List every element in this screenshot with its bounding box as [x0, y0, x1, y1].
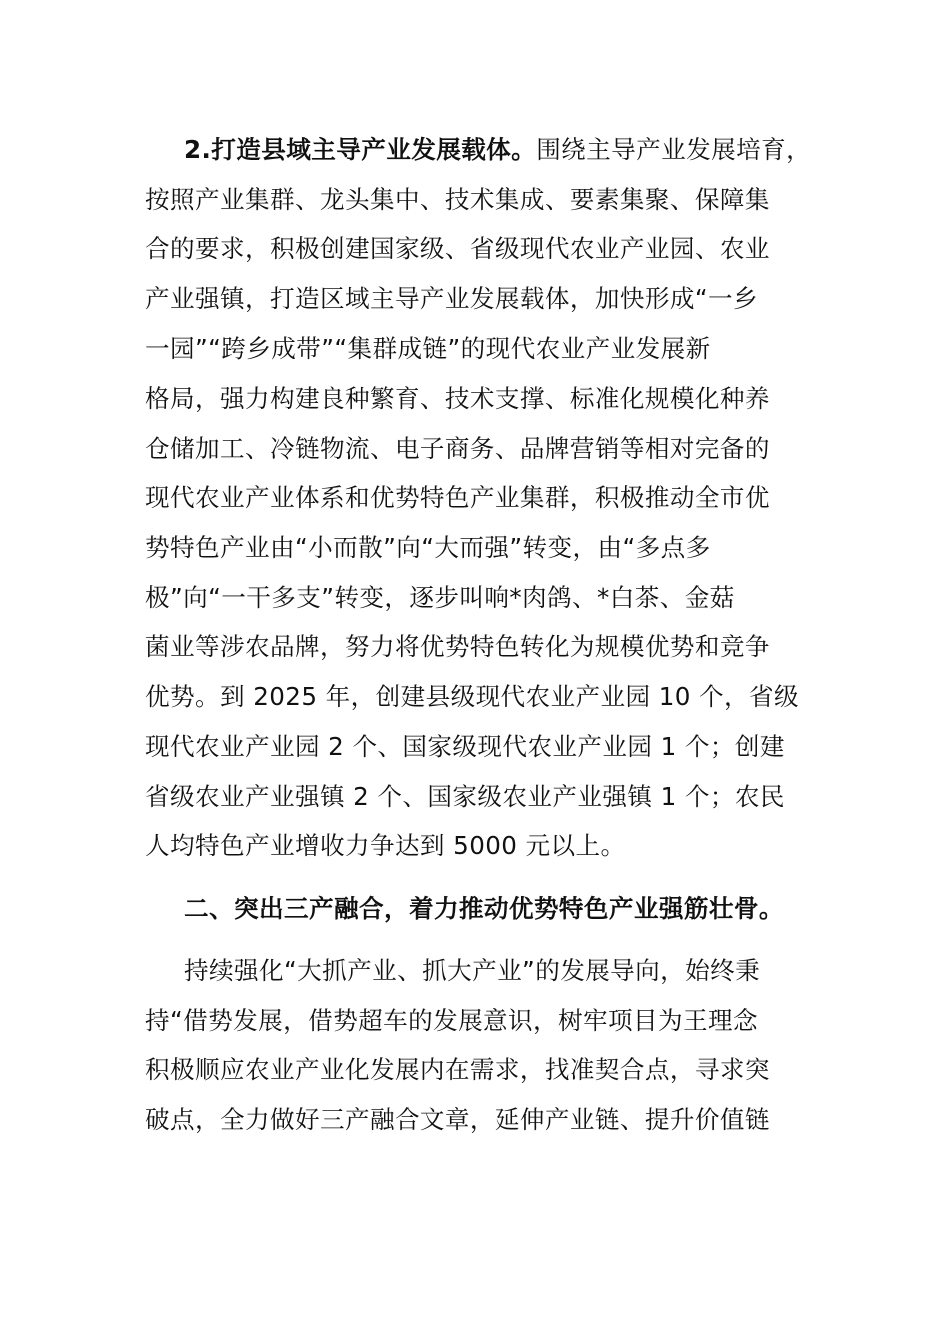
paragraph-2-line-2: 持“借势发展，借势超车的发展意识，树牢项目为王理念: [145, 1006, 758, 1035]
paragraph-1-line-5: 一园”“跨乡成带”“集群成链”的现代农业产业发展新: [145, 334, 711, 363]
paragraph-1-line-8: 现代农业产业体系和优势特色产业集群，积极推动全市优: [145, 483, 770, 512]
paragraph-1-line-1-text: 围绕主导产业发展培育，: [536, 135, 812, 164]
paragraph-1-line-1: [184, 125, 811, 175]
paragraph-1-line-2: 按照产业集群、龙头集中、技术集成、要素集聚、保障集: [145, 185, 770, 214]
paragraph-1-line-3: 合的要求，积极创建国家级、省级现代农业产业园、农业: [145, 234, 770, 263]
paragraph-2-line-3: 积极顺应农业产业化发展内在需求，找准契合点，寻求突: [145, 1055, 770, 1084]
paragraph-1-heading: 2.打造县域主导产业发展载体。: [184, 135, 537, 164]
paragraph-2-line-1: 持续强化“大抓产业、抓大产业”的发展导向，始终秉: [184, 956, 761, 985]
paragraph-1-line-15: 人均特色产业增收力争达到 5000 元以上。: [145, 831, 626, 860]
paragraph-1-line-12: 优势。到 2025 年，创建县级现代农业产业园 10 个，省级: [145, 682, 800, 711]
paragraph-1-line-4: 产业强镇，打造区域主导产业发展载体，加快形成“一乡: [145, 284, 758, 313]
paragraph-1-line-11: 菌业等涉农品牌，努力将优势特色转化为规模优势和竞争: [145, 632, 770, 661]
paragraph-1-line-9: 势特色产业由“小而散”向“大而强”转变，由“多点多: [145, 533, 711, 562]
paragraph-1-line-7: 仓储加工、冷链物流、电子商务、品牌营销等相对完备的: [145, 434, 770, 463]
paragraph-1-line-13: 现代农业产业园 2 个、国家级现代农业产业园 1 个；创建: [145, 732, 785, 761]
paragraph-2-line-4: 破点，全力做好三产融合文章，延伸产业链、提升价值链: [145, 1105, 770, 1134]
paragraph-1-line-6: 格局，强力构建良种繁育、技术支撑、标准化规模化种养: [145, 384, 770, 413]
section-heading: 二、突出三产融合，着力推动优势特色产业强筋壮骨。: [184, 894, 784, 923]
paragraph-1-line-10: 极”向“一干多支”转变，逐步叫响*肉鸽、*白茶、金菇: [145, 583, 735, 612]
paragraph-1-line-14: 省级农业产业强镇 2 个、国家级农业产业强镇 1 个；农民: [145, 782, 785, 811]
